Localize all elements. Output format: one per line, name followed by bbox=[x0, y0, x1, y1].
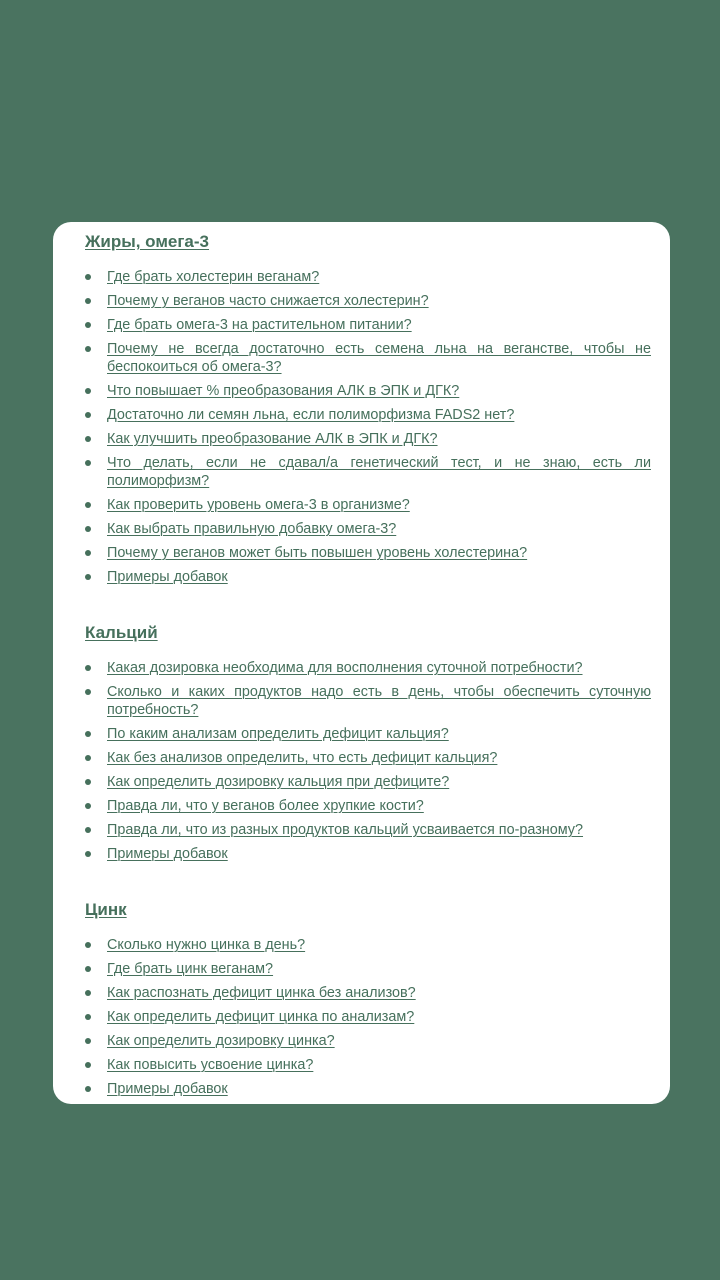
question-link[interactable]: Примеры добавок bbox=[107, 846, 228, 862]
question-link[interactable]: Какая дозировка необходима для восполнения суточной потребности? bbox=[107, 660, 583, 676]
question-link[interactable]: Почему у веганов часто снижается холестерин? bbox=[107, 293, 429, 309]
list-item bbox=[85, 960, 651, 978]
question-link[interactable]: Сколько нужно цинка в день? bbox=[107, 937, 306, 953]
section-zinc bbox=[85, 901, 651, 1098]
question-link[interactable]: Как распознать дефицит цинка без анализов? bbox=[107, 985, 416, 1001]
list-item bbox=[85, 544, 651, 562]
bullet-icon bbox=[85, 346, 91, 352]
bullet-icon bbox=[85, 755, 91, 761]
list-item bbox=[85, 454, 651, 490]
question-link[interactable]: Примеры добавок bbox=[107, 1081, 228, 1097]
bullet-icon bbox=[85, 1086, 91, 1092]
list-item bbox=[85, 520, 651, 538]
question-list bbox=[85, 936, 651, 1098]
bullet-icon bbox=[85, 436, 91, 442]
bullet-icon bbox=[85, 990, 91, 996]
question-link[interactable]: Как определить дефицит цинка по анализам? bbox=[107, 1009, 415, 1025]
bullet-icon bbox=[85, 689, 91, 695]
list-item bbox=[85, 797, 651, 815]
bullet-icon bbox=[85, 851, 91, 857]
content-card bbox=[53, 222, 670, 1104]
section-fats-omega3 bbox=[85, 233, 651, 586]
list-item bbox=[85, 268, 651, 286]
bullet-icon bbox=[85, 1038, 91, 1044]
bullet-icon bbox=[85, 779, 91, 785]
section-title[interactable]: Жиры, омега-3 bbox=[85, 232, 210, 251]
question-link[interactable]: Как улучшить преобразование АЛК в ЭПК и ДГК? bbox=[107, 431, 438, 447]
question-link[interactable]: Примеры добавок bbox=[107, 569, 228, 585]
bullet-icon bbox=[85, 827, 91, 833]
question-link[interactable]: Где брать цинк веганам? bbox=[107, 961, 274, 977]
question-link[interactable]: Как проверить уровень омега-3 в организме? bbox=[107, 497, 410, 513]
question-link[interactable]: Почему у веганов может быть повышен уровень холестерина? bbox=[107, 545, 528, 561]
bullet-icon bbox=[85, 574, 91, 580]
bullet-icon bbox=[85, 412, 91, 418]
question-list bbox=[85, 659, 651, 863]
list-item bbox=[85, 406, 651, 424]
list-item bbox=[85, 1056, 651, 1074]
bullet-icon bbox=[85, 942, 91, 948]
list-item bbox=[85, 340, 651, 376]
bullet-icon bbox=[85, 460, 91, 466]
section-title[interactable]: Кальций bbox=[85, 623, 158, 642]
bullet-icon bbox=[85, 274, 91, 280]
list-item bbox=[85, 568, 651, 586]
bullet-icon bbox=[85, 731, 91, 737]
question-link[interactable]: Где брать омега-3 на растительном питании? bbox=[107, 317, 412, 333]
bullet-icon bbox=[85, 1062, 91, 1068]
question-link[interactable]: Где брать холестерин веганам? bbox=[107, 269, 320, 285]
question-link[interactable]: По каким анализам определить дефицит кальция? bbox=[107, 726, 449, 742]
list-item bbox=[85, 659, 651, 677]
bullet-icon bbox=[85, 803, 91, 809]
list-item bbox=[85, 496, 651, 514]
list-item bbox=[85, 725, 651, 743]
bullet-icon bbox=[85, 298, 91, 304]
bullet-icon bbox=[85, 502, 91, 508]
question-link[interactable]: Как выбрать правильную добавку омега-3? bbox=[107, 521, 397, 537]
list-item bbox=[85, 683, 651, 719]
list-item bbox=[85, 984, 651, 1002]
bullet-icon bbox=[85, 526, 91, 532]
section-title[interactable]: Цинк bbox=[85, 900, 127, 919]
list-item bbox=[85, 773, 651, 791]
list-item bbox=[85, 936, 651, 954]
bullet-icon bbox=[85, 322, 91, 328]
list-item bbox=[85, 430, 651, 448]
question-link[interactable]: Правда ли, что у веганов более хрупкие кости? bbox=[107, 798, 424, 814]
list-item bbox=[85, 749, 651, 767]
question-list bbox=[85, 268, 651, 586]
question-link[interactable]: Почему не всегда достаточно есть семена льна на веганстве, чтобы не беспокоиться об омега-3? bbox=[107, 341, 651, 375]
question-link[interactable]: Что делать, если не сдавал/а генетический тест, и не знаю, есть ли полиморфизм? bbox=[107, 455, 651, 489]
section-calcium bbox=[85, 624, 651, 863]
bullet-icon bbox=[85, 388, 91, 394]
bullet-icon bbox=[85, 665, 91, 671]
bullet-icon bbox=[85, 966, 91, 972]
list-item bbox=[85, 292, 651, 310]
question-link[interactable]: Достаточно ли семян льна, если полиморфизма FADS2 нет? bbox=[107, 407, 515, 423]
question-link[interactable]: Как определить дозировку кальция при дефиците? bbox=[107, 774, 450, 790]
list-item bbox=[85, 1080, 651, 1098]
list-item bbox=[85, 821, 651, 839]
question-link[interactable]: Как без анализов определить, что есть дефицит кальция? bbox=[107, 750, 498, 766]
question-link[interactable]: Сколько и каких продуктов надо есть в день, чтобы обеспечить суточную потребность? bbox=[107, 684, 651, 718]
list-item bbox=[85, 1032, 651, 1050]
question-link[interactable]: Правда ли, что из разных продуктов кальций усваивается по-разному? bbox=[107, 822, 584, 838]
question-link[interactable]: Что повышает % преобразования АЛК в ЭПК и ДГК? bbox=[107, 383, 460, 399]
question-link[interactable]: Как определить дозировку цинка? bbox=[107, 1033, 335, 1049]
list-item bbox=[85, 316, 651, 334]
list-item bbox=[85, 382, 651, 400]
list-item bbox=[85, 1008, 651, 1026]
bullet-icon bbox=[85, 1014, 91, 1020]
list-item bbox=[85, 845, 651, 863]
bullet-icon bbox=[85, 550, 91, 556]
question-link[interactable]: Как повысить усвоение цинка? bbox=[107, 1057, 314, 1073]
